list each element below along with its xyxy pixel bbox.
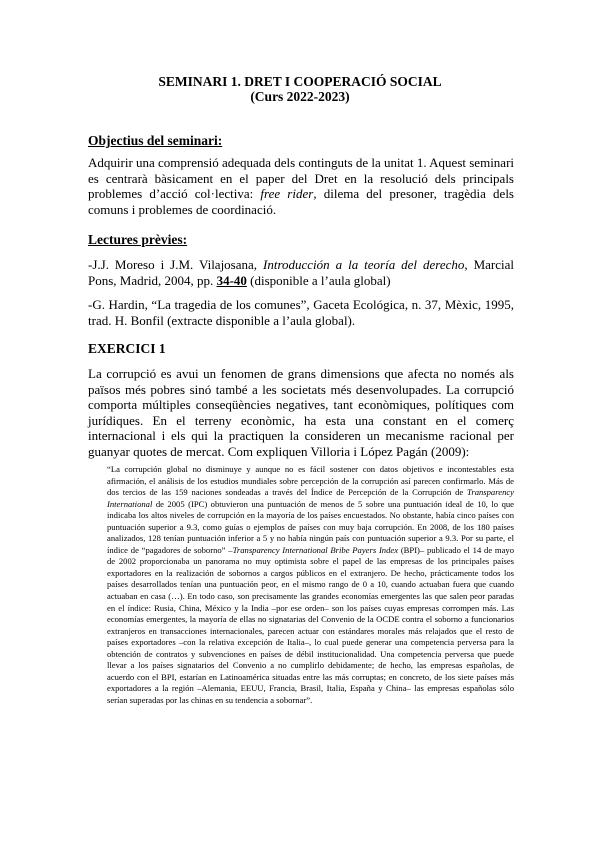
quote-text-3: (BPI)– publicado el 14 de mayo de 2002 proporcionaba un panorama no muy optimista sobre el papel de las empresas de los principales países exportadores en la realización de sobornos a cargos públicos en el extranjero. De hecho, prácticamente todos los países desarrollados tenían una puntuación peor, en el mismo rango de 0 a 10, cuando actuaban fuera que cuando actuaban en casa (…). En todo caso, son precisamente las grandes economías emergentes las que salen peor paradas en el índice: Rusia, China, México y la India –por ese orden– son los países cuyas empresas corrompen más. Las economías emergentes, la mayoría de ellas no signatarias del Convenio de la OCDE contra el soborno a funcionarios extranjeros en transacciones internacionales, parecen actuar con estándares morales más relajados que el resto de países exportadores –con la relativa excepción de Italia–, lo cual puede generar una competencia perversa para la obtención de contratos y subvenciones en países de débil institucionalidad. Una competencia perversa que puede llevar a los países signatarios del Convenio a no cumplirlo debidamente; de hecho, las empresas españolas, de acuerdo con el BPI, estarían en Latinoamérica situadas entre las más corruptas; en concreto, de los siete países más exportadores a la región –Alemania, EEUU, Francia, Brasil, Italia, España y China– las empresas españolas sólo serían superadas por las chinas en su tendencia a sobornar”.	[107, 544, 515, 705]
quote-text-1: “La corrupción global no disminuye y aunque no es fácil sostener con datos objetivos e incontestables esta afirmación, el análisis de los estudios mundiales sobre percepción de la corrupción así parecen confirmarlo. Más de dos tercios de las 159 naciones sondeadas a través del Índice de Percepción de la Corrupción de	[107, 464, 514, 498]
reading-1-availability: (disponible a l’aula global)	[246, 272, 391, 288]
reading-1-title: Introducción a la teoría del derecho	[263, 257, 465, 272]
reading-1-authors: -J.J. Moreso i J.M. Vilajosana,	[88, 257, 263, 272]
quote-text-2: de 2005 (IPC) obtuvieron una puntuación de menos de 5 sobre una puntuación ideal de 10, lo que indicaba los altos niveles de corrupción en la mayoría de los países encuestados. No obstante, había cinco países con puntuación superior a 9.3, como guías o ejemplos de países con muy baja corrupción. En 2008, de los 180 países analizados, 128 tenían puntuación inferior a 5 y no había ningún país con puntuación superior a 9.3. Por su parte, el índice de “pagadores de soborno” –	[107, 498, 514, 555]
objectives-heading: Objectius del seminari:	[88, 133, 223, 148]
reading-item-2: -G. Hardin, “La tragedia de los comunes”, Gaceta Ecológica, n. 37, Mèxic, 1995, trad. H. Bonfil (extracte disponible a l’aula global).	[88, 297, 514, 328]
objectives-text-end: , dilema del presoner, tragèdia dels comuns i problemes de coordinació.	[88, 186, 514, 217]
objectives-paragraph	[88, 155, 514, 217]
reading-item-1	[88, 257, 514, 288]
course-year: (Curs 2022-2023)	[250, 89, 350, 104]
objectives-italic-term: free rider	[260, 186, 314, 202]
exercise-paragraph: La corrupció es avui un fenomen de grans dimensions que afecta no només als països més pobres sinó també a les societats més desenvolupades. La corrupció comporta múltiples conseqüències negatives, tant econòmiques, polítiques com jurídiques. En el terreny econòmic, ha esta una constant en el comerç internacional i els qui la practiquen la consideren un mecanisme racional per guanyar quotes de mercat. Com expliquen Villoria i López Pagán (2009):	[88, 366, 514, 459]
quote-block	[107, 464, 514, 706]
quote-italic-2: Transparency International Bribe Payers Index	[232, 544, 399, 555]
page-title: SEMINARI 1. DRET I COOPERACIÓ SOCIAL	[158, 74, 442, 89]
reading-1-publisher: , Marcial Pons, Madrid, 2004, pp.	[88, 257, 514, 288]
quote-italic-1: Transparency International	[107, 487, 514, 509]
exercise-heading: EXERCICI 1	[88, 341, 166, 356]
readings-heading: Lectures prèvies:	[88, 232, 188, 247]
reading-1-pages-link[interactable]: 34-40	[216, 272, 247, 288]
objectives-text: Adquirir una comprensió adequada dels continguts de la unitat 1. Aquest seminari es centrarà bàsicament en el paper del Dret en la resolució dels principals problemes d’acció col·lectiva:	[88, 155, 515, 202]
